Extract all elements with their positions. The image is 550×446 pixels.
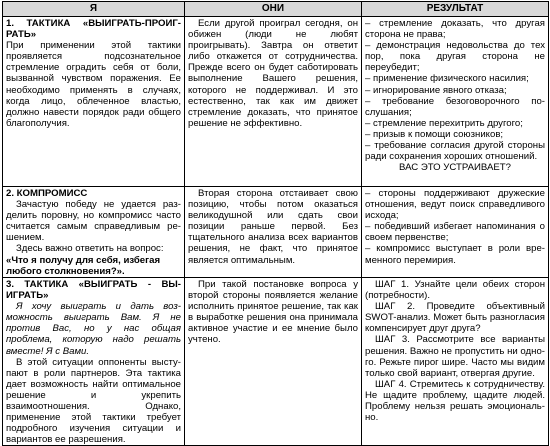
table-row	[3, 278, 549, 446]
row2-ya-text: Зачастую победу не удается разделить поровну, но компромисс часто считается самым справедливым решением.	[6, 199, 181, 244]
row1-result-item: – демонстрация недовольства до тех пор, пока другая сторона не переубедит;	[365, 40, 545, 74]
tactics-table	[2, 1, 549, 446]
row2-result-item: – победивший избегает напоминания о своем первенстве;	[365, 221, 545, 244]
row1-result-item: – игнорирование явного отказа;	[365, 84, 507, 96]
row3-ya-text: В этой ситуации оппоненты выступают в роли партнеров. Эта тактика дает возможность найти оптимальное решение и укрепить взаимоотношения. Однако, применение этой тактики требует подробного изучения ситуации и вариантов ее разрешения.	[6, 356, 181, 446]
header-oni: ОНИ	[185, 2, 362, 17]
header-ya: Я	[3, 2, 185, 17]
row1-result-item: – стремление доказать, что другая сторона не права;	[365, 18, 545, 41]
row3-step-1: ШАГ 1. Узнайте цели обеих сторон (потребности).	[365, 279, 545, 302]
row1-col3	[362, 17, 549, 187]
row1-result-item: – требование согласия другой стороны ради сохранения хороших отношений.	[365, 140, 545, 163]
row1-question: ВАС ЭТО УСТРАИВАЕТ?	[398, 162, 511, 174]
row2-col1	[3, 187, 185, 278]
row1-title: 1. ТАКТИКА «ВЫИГРАТЬ-ПРОИГРАТЬ»	[6, 18, 181, 41]
header-row	[3, 2, 549, 17]
row3-step-2: ШАГ 2. Проведите объективный SWOT-анализ. Может быть разногласия компенсирует друг друга?	[365, 301, 545, 335]
row1-ya-text: При применении этой тактики проявляется подсознательное стремление оградить себя от боли, вызванной чувством поражения. Ее необходимо применять в случаях, когда лицо, облеченное властью, должно навести порядок ради общего благополучия.	[6, 40, 181, 129]
row1-col1	[3, 17, 185, 187]
row3-quote: Я хочу выиграть и дать возможность выиграть Вам. Я не против Вас, но у нас общая проблема, которую надо решать вместе! Я с Вами.	[6, 301, 181, 357]
table-row	[3, 187, 549, 278]
table-row	[3, 17, 549, 187]
row1-result-item: – требование безоговорочного послушания;	[365, 95, 545, 118]
row3-col2	[185, 278, 362, 446]
row2-result-item: – компромисс выступает в роли временного перемирия.	[365, 243, 545, 266]
row2-oni-text: Вторая сторона отстаивает свою позицию, чтобы потом оказаться великодушной или сдать свои позиции раньше первой. Без тщательного анализа всех вариантов решения, не факт, что принятое является оптимальным.	[188, 188, 358, 266]
row3-title: 3. ТАКТИКА «ВЫИГРАТЬ - ВЫИГРАТЬ»	[6, 279, 181, 302]
row3-step-4: ШАГ 4. Стремитесь к сотрудничеству. Не щадите проблему, щадите людей. Проблему нельзя решать эмоционально.	[365, 378, 545, 424]
row2-result-item: – стороны поддерживают дружеские отношения, ведут поиск справедливого исхода;	[365, 188, 545, 222]
row1-result-item: – применение физического насилия;	[365, 73, 529, 85]
row1-oni-text: Если другой проиграл сегодня, он обижен (люди не любят проигрывать). Завтра он ответит либо откажется от сотрудничества. Прежде всего он будет саботировать выполнение Вашего решения, которого не поддерживал. И это естественно, так как им движет стремление доказать, что принятое решение не эффективно.	[188, 18, 358, 129]
row2-title: 2. КОМПРОМИСС	[6, 188, 88, 199]
row1-result-item: – стремление перехитрить другого;	[365, 117, 523, 129]
row3-oni-text: При такой постановке вопроса у второй стороны появляется желание исполнить принятое решение, так как в выработке решения она принимала активное участие и ее мнение было учтено.	[188, 279, 358, 346]
row3-col1	[3, 278, 185, 446]
header-result: РЕЗУЛЬТАТ	[362, 2, 549, 17]
row1-result-item: – призыв к помощи союзников;	[365, 128, 504, 140]
row3-step-3: ШАГ 3. Рассмотрите все варианты решения. Важно не пропустить ни одного. Режьте пирог шире. Часто мы видим только свой вариант, отвергая другие.	[365, 334, 545, 379]
row1-col2	[185, 17, 362, 187]
row2-ya-question: «Что я получу для себя, избегая любого столкновения?».	[6, 254, 161, 277]
row3-col3	[362, 278, 549, 446]
row2-col2	[185, 187, 362, 278]
row2-col3	[362, 187, 549, 278]
row2-ya-text2: Здесь важно ответить на вопрос:	[16, 243, 164, 255]
